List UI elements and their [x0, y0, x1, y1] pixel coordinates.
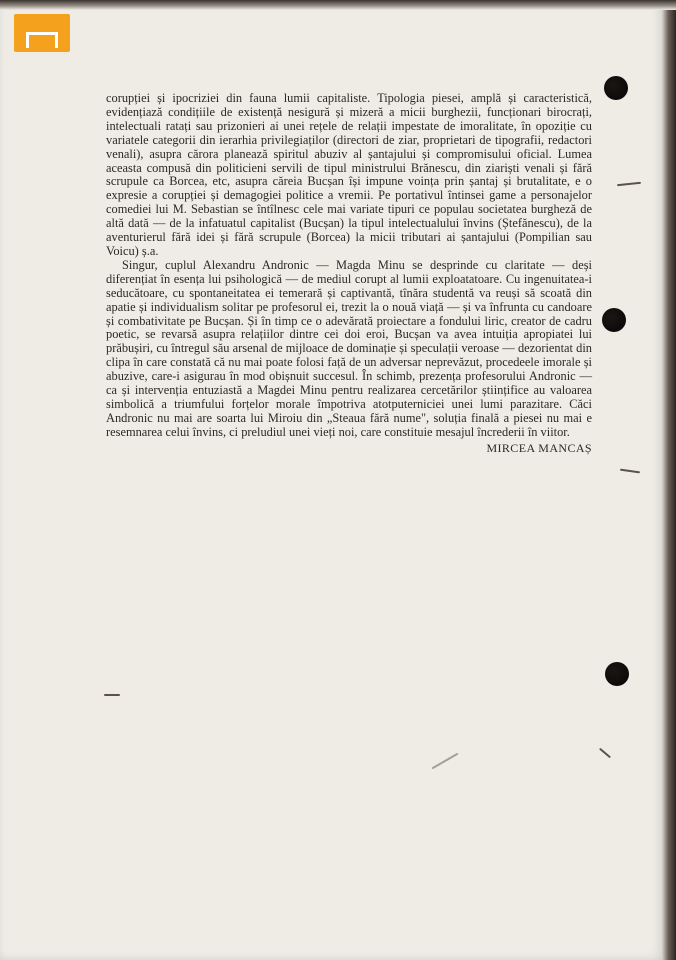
article-text — [106, 92, 592, 456]
paper-scratch — [104, 694, 120, 696]
punch-hole-3 — [605, 662, 629, 686]
tab-marker-outline — [26, 32, 58, 48]
page-top-edge — [0, 0, 676, 10]
paragraph-1: corupției și ipocriziei din fauna lumii capitaliste. Tipologia piesei, amplă și caracteristică, evidențiază condițiile de existență nesigură și mizeră a micii burghezii, funcționari birocrați, intelectuali ratați sau prizonieri ai unei rețele de relații impestate de imoralitate, în opoziție cu variatele categorii din ierarhia privilegiaților (directori de ziar, proprietari de tipografii, redactori venali), asupra cărora planează spiritul abuziv al șantajului și compromisului oficial. Lumea aceasta compusă din politicieni servili de tipul ministrului Brănescu, din ziariști venali și fără scrupule ca Borcea, etc, asupra căreia Bucșan își impune voința prin șantaj și brutalitate, e o expresie a corupției și demagogiei politice a vremii. Pe portativul întinsei game a personajelor comediei lui M. Sebastian se întîlnesc cele mai variate tipuri ce populau societatea burgheză de altă dată — de la infatuatul capitalist (Bucșan) la tipul intelectualului învins (Ștefănescu), de la aventurierul fără idei și fără scrupule (Borcea) la micii tributari ai șantajului (Pompilian sau Voicu) ș.a. — [106, 91, 592, 258]
author-signature: MIRCEA MANCAȘ — [486, 440, 592, 455]
page-edge — [662, 0, 676, 960]
punch-hole-1 — [604, 76, 628, 100]
punch-hole-2 — [602, 308, 626, 332]
orange-tab-marker — [14, 14, 70, 52]
paragraph-2: Singur, cuplul Alexandru Andronic — Magda Minu se desprinde cu claritate — deși diferențiat în esența lui psihologică — de mediul corupt al lumii exploatatoare. Cu ingenuitatea-i seducătoare, cu spontaneitatea ei temerară și captivantă, tînăra studentă va reuși să scoată din apatie și individualism solitar pe profesorul ei, trezit la o nouă viață — și va înfrunta cu candoare și combativitate pe Bucșan. Și în timp ce o adevărată proiectare a fondului liric, creator de cadru poetic, se revarsă asupra relațiilor dintre cei doi eroi, Bucșan va avea intuiția apropiatei lui prăbușiri, cu întregul său arsenal de mijloace de dominație și speculații veroase — dezorientat din clipa în care constată că nu mai poate folosi față de un adversar neprevăzut, procedeele imorale și abuzive, care-i asigurau în mod obișnuit succesul. În schimb, prezența profesorului Andronic — ca și intervenția entuziastă a Magdei Minu pentru realizarea cercetărilor științifice au valoarea simbolică a triumfului forțelor morale împotriva atotputerniciei unei lumi parazitare. Căci Andronic nu mai are soarta lui Miroiu din „Steaua fără nume", soluția finală a piesei nu mai e resemnarea celui învins, ci preludiul unei vieți noi, care constituie mesajul încrederii în viitor. — [106, 257, 592, 439]
